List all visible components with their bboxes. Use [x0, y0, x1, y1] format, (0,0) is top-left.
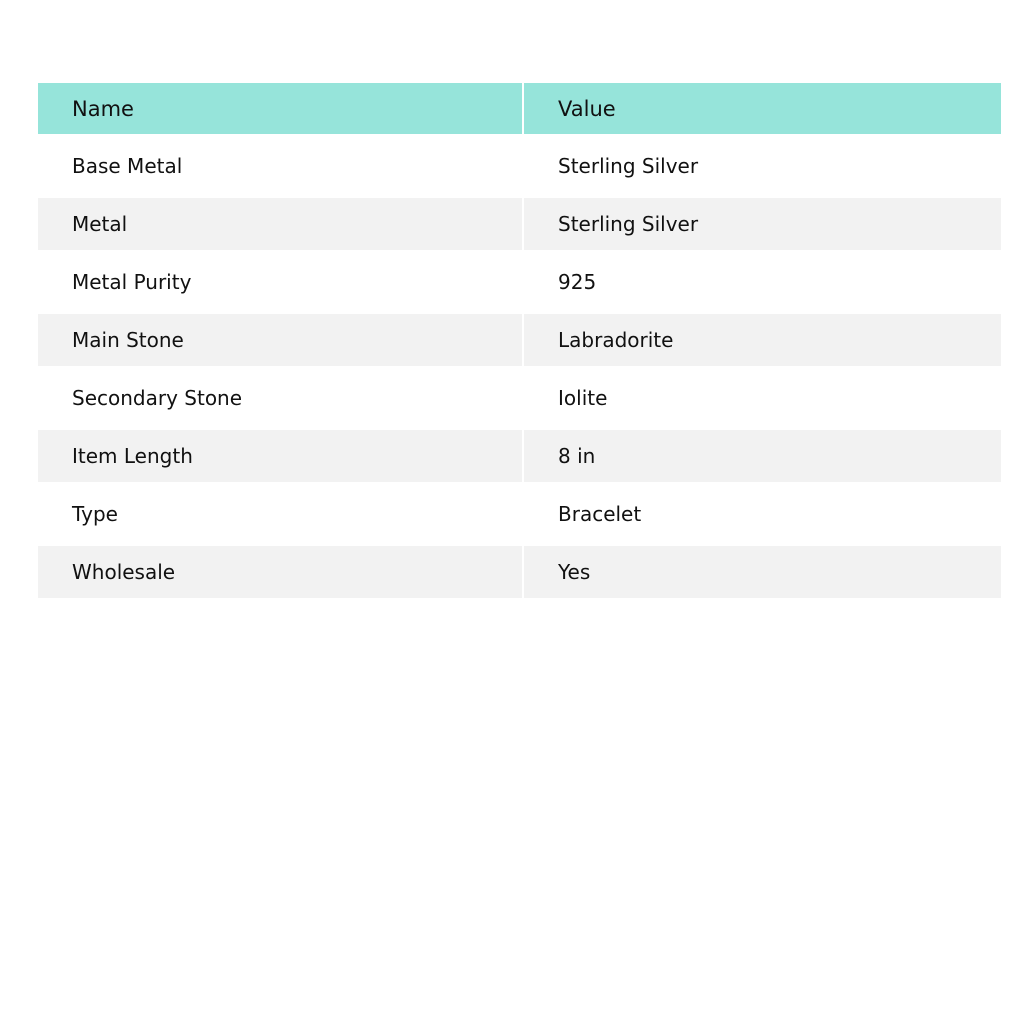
column-header-value: Value [523, 83, 1001, 134]
row-value-cell: Yes [523, 546, 1001, 598]
row-value-cell: Sterling Silver [523, 134, 1001, 198]
row-name-cell: Type [38, 482, 523, 546]
row-value-cell: Sterling Silver [523, 198, 1001, 250]
specifications-table [38, 83, 1001, 598]
row-value-cell: 8 in [523, 430, 1001, 482]
row-name-cell: Metal [38, 198, 523, 250]
row-value-cell: Labradorite [523, 314, 1001, 366]
table-row [38, 366, 1001, 430]
table-header [38, 83, 1001, 134]
row-name-cell: Wholesale [38, 546, 523, 598]
row-name-cell: Base Metal [38, 134, 523, 198]
row-value-cell: 925 [523, 250, 1001, 314]
table-row [38, 250, 1001, 314]
row-name-cell: Item Length [38, 430, 523, 482]
row-name-cell: Secondary Stone [38, 366, 523, 430]
row-value-cell: Bracelet [523, 482, 1001, 546]
row-name-cell: Metal Purity [38, 250, 523, 314]
table-row [38, 482, 1001, 546]
table-row [38, 546, 1001, 598]
table-row [38, 314, 1001, 366]
table-body [38, 134, 1001, 598]
row-name-cell: Main Stone [38, 314, 523, 366]
header-row [38, 83, 1001, 134]
column-header-name: Name [38, 83, 523, 134]
table-row [38, 430, 1001, 482]
table-row [38, 198, 1001, 250]
table-row [38, 134, 1001, 198]
row-value-cell: Iolite [523, 366, 1001, 430]
